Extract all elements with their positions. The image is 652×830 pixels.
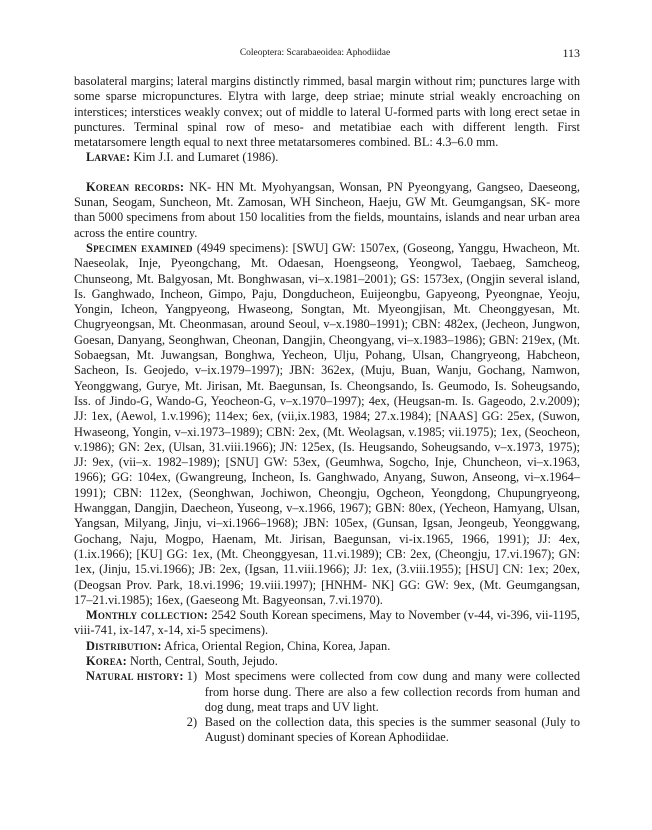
specimen-examined-paragraph: [74, 241, 580, 608]
monthly-collection-label: Monthly collection:: [86, 608, 209, 623]
running-head: Coleoptera: Scarabaeoidea: Aphodiidae: [239, 48, 391, 58]
larvae-text: Kim J.I. and Lumaret (1986).: [130, 150, 279, 165]
natural-history-item-text: Based on the collection data, this species is the summer seasonal (July to August) dominant species of Korean Aphodiidae.: [204, 715, 580, 745]
distribution-paragraph: [74, 639, 580, 654]
monthly-collection-paragraph: [74, 608, 580, 639]
distribution-label: Distribution:: [86, 638, 162, 653]
larvae-label: Larvae:: [86, 150, 131, 165]
natural-history-item-number: 1): [186, 669, 198, 684]
page-number: 113: [562, 46, 580, 60]
natural-history-item: [187, 669, 580, 715]
korean-records-label: Korean records:: [86, 179, 185, 194]
natural-history-section: [74, 669, 580, 745]
page-header: [74, 46, 580, 62]
korea-text: North, Central, South, Jejudo.: [126, 653, 278, 668]
description-paragraph: basolateral margins; lateral margins distinctly rimmed, basal margin without rim; punctures large with some sparse micropunctures. Elytra with large, deep striae; minute strial weakly encroaching on interstices; interstices weakly convex; out of middle to lateral U-formed parts with long erect setae in punctures. Terminal spinal row of meso- and metatibiae each with different length. First metatarsomere length equal to next three metatarsomeres combined. BL: 4.3–6.0 mm.: [74, 74, 580, 150]
korea-label: Korea:: [86, 653, 127, 668]
specimen-examined-text: (4949 specimens): [SWU] GW: 1507ex, (Goseong, Yanggu, Hwacheon, Mt. Naeseolak, Inje, Pyeongchang, Mt. Odaesan, Hoengseong, Yeongwol, Taebaeg, Samcheog, Chunseong, Mt. Balgyosan, Mt. Bonghwasan, vi–x.1981–2001); GS: 1573ex, (Ongjin several island, Is. Ganghwado, Incheon, Gimpo, Paju, Dongducheon, Euijeongbu, Gapyeong, Pyeongnae, Yeoju, Yongin, Icheon, Yangpyeong, Hwaseong, Songtan, Mt. Myeongjisan, Mt. Cheonggyesan, Mt. Chugryeongsan, Mt. Cheonmasan, around Seoul, v–x.1980–1991); CBN: 482ex, (Jecheon, Jungwon, Goesan, Danyang, Seonghwan, Cheonan, Dangjin, Cheongyang, vi–x.1983–1986); GBN: 219ex, (Mt. Sobaegsan, Mt. Juwangsan, Bonghwa, Yecheon, Ulju, Pohang, Ulsan, Changryeong, Habcheon, Sacheon, Is. Geojedo, v–ix.1979–1997); JBN: 362ex, (Muju, Buan, Wanju, Gochang, Namwon, Yeonggwang, Gurye, Mt. Jirisan, Mt. Baegunsan, Is. Cheongsando, Is. Geumodo, Is. Soheugsando, Iss. of Jindo-G, Wando-G, Yeocheon-G, v–x.1970–1997); 4ex, (Heugsan-m. Is. Gageodo, 2.v.2009); JJ: 1ex, (Aewol, 1.v.1996); 114ex; 6ex, (vii,ix.1983, 1984; 27.x.1984); [NAAS] GG: 25ex, (Suwon, Hwaseong, Yongin, v–xi.1973–1989); CBN: 2ex, (Mt. Weolagsan, v.1985; vii.1975); 1ex, (Seocheon, v.1986); GN: 2ex, (Ulsan, 31.viii.1966); JN: 125ex, (Is. Heugsando, Soheugsando, v–x.1973, 1975); JJ: 9ex, (vii–x. 1982–1989); [SNU] GW: 53ex, (Geumhwa, Sogcho, Inje, Chuncheon, vi–x.1963, 1966); GG: 104ex, (Gwangreung, Incheon, Is. Ganghwado, Anyang, Suwon, Anseong, vi–x.1964–1991); CBN: 112ex, (Seonghwan, Jochiwon, Cheongju, Ogcheon, Yeongdong, Chupungryeong, Hwanggan, Dangjin, Daecheon, Yuseong, v–x.1966, 1967); GBN: 80ex, (Yecheon, Hamyang, Ulsan, Yangsan, Milyang, Jinju, vi–xi.1966–1968); JBN: 105ex, (Gunsan, Igsan, Jeongeub, Yeonggwang, Gochang, Naju, Mogpo, Haenam, Mt. Jirisan, Baegunsan, vi-ix.1965, 1966, 1991); JJ: 4ex, (1.ix.1966); [KU] GG: 1ex, (Mt. Cheonggyesan, 11.vi.1989); CB: 2ex, (Cheongju, 17.vi.1967); GN: 1ex, (Jinju, 15.vi.1966); JB: 2ex, (Igsan, 11.viii.1966); JJ: 1ex, (3.viii.1955); [HSU] CN: 1ex; 20ex, (Deogsan Prov. Park, 18.vi.1996; 19.viii.1997); [HNHM- NK] GG: GW: 9ex, (Mt. Geumgangsan, 17–21.vi.1985); 16ex, (Gaeseong Mt. Bagyeonsan, 7.vi.1970).: [74, 240, 580, 607]
natural-history-item: [187, 715, 580, 746]
distribution-text: Africa, Oriental Region, China, Korea, Japan.: [161, 638, 391, 653]
natural-history-item-text: Most specimens were collected from cow dung and many were collected from horse dung. There are also a few collection records from human and dog dung, meat traps and UV light.: [204, 669, 580, 714]
korean-records-paragraph: [74, 180, 580, 241]
korean-records-text: NK- HN Mt. Myohyangsan, Wonsan, PN Pyeongyang, Gangseo, Daeseong, Sunan, Seogam, Suncheon, Mt. Zamosan, WH Sincheon, Haeju, GW Mt. Geumgangsan, SK- more than 5000 specimens from about 150 localities from the fields, mountains, islands and near urban area across the entire country.: [74, 179, 580, 240]
specimen-examined-label: Specimen examined: [86, 240, 193, 255]
article-body: [74, 74, 580, 746]
natural-history-label: Natural history:: [86, 669, 184, 684]
section-gap: [74, 166, 580, 180]
natural-history-list: [187, 669, 580, 745]
monthly-collection-text: 2542 South Korean specimens, May to November (v-44, vi-396, vii-1195, viii-741, ix-147, x-14, xi-5 specimens).: [74, 608, 581, 638]
natural-history-label-col: [86, 669, 187, 745]
korea-paragraph: [74, 654, 580, 669]
larvae-paragraph: [74, 150, 580, 165]
natural-history-item-number: 2): [186, 715, 198, 730]
